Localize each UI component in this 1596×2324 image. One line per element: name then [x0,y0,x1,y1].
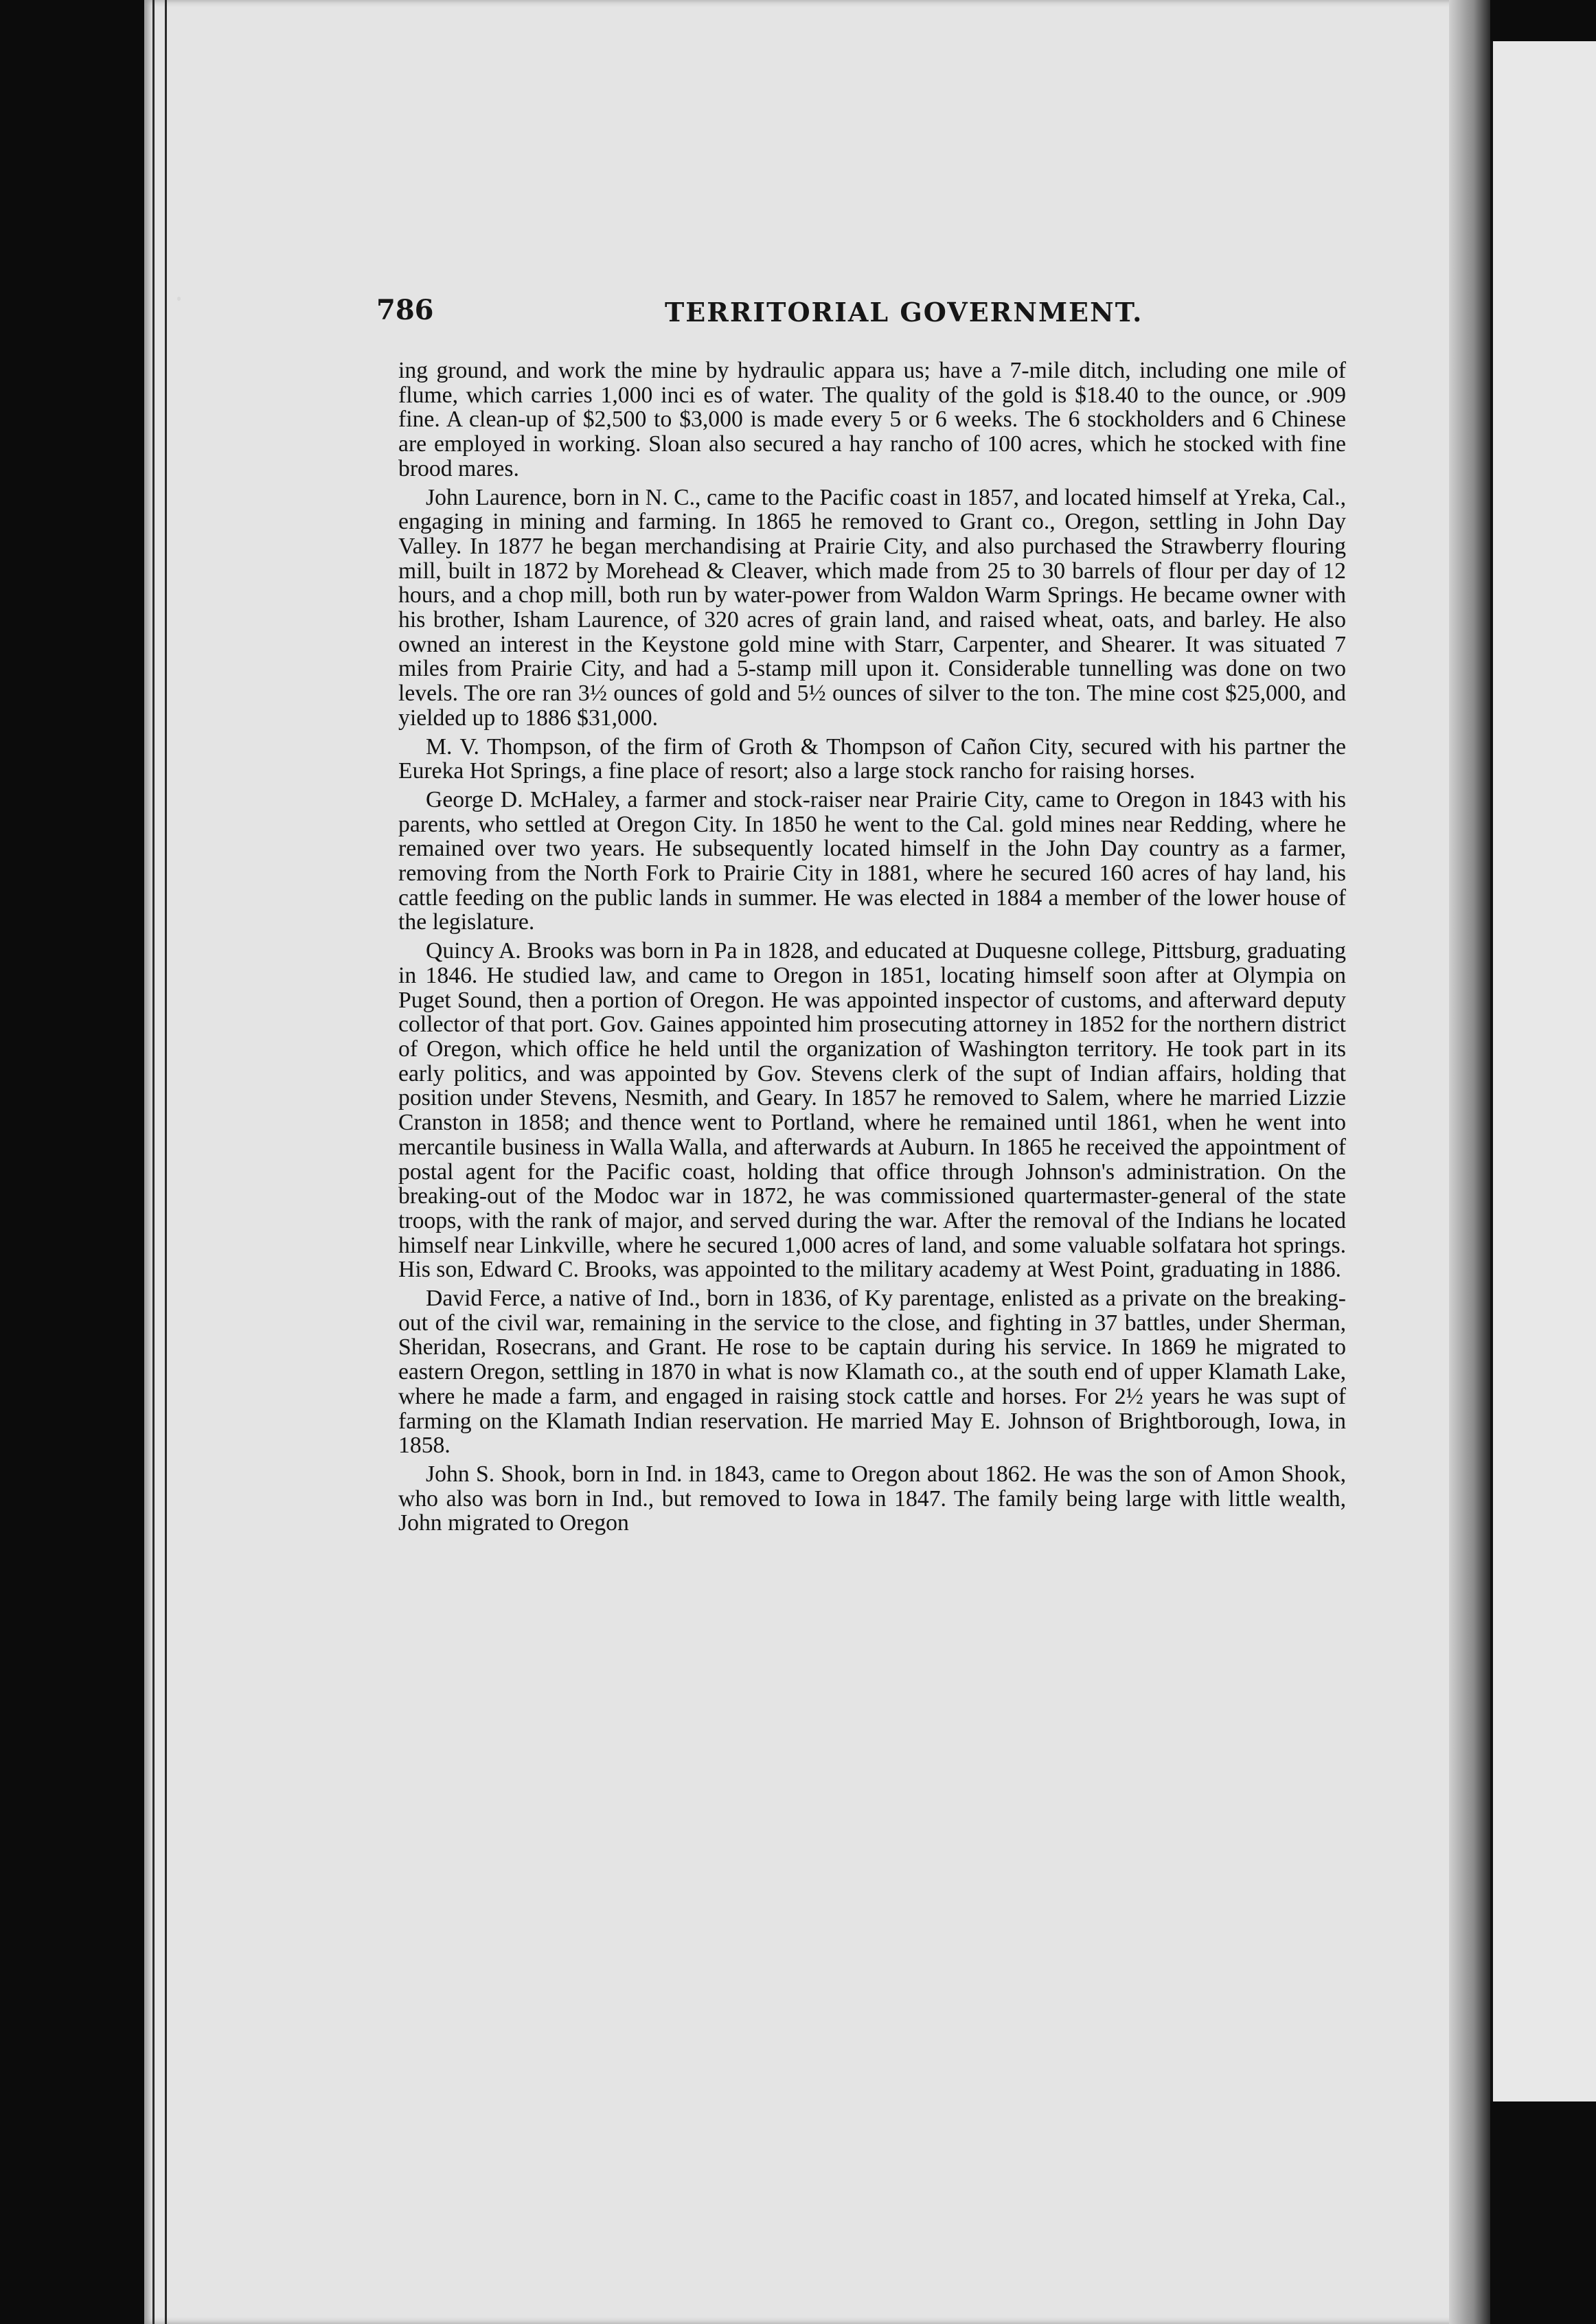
paragraph: Quincy A. Brooks was born in Pa in 1828, and educated at Duquesne college, Pittsburg, graduating in 1846. He studied law, and came to Oregon in 1851, locating himself soon after at Olympia on Puget Sound, then a portion of Oregon. He was appointed inspector of customs, and afterward deputy collector of that port. Gov. Gaines appointed him prosecuting attorney in 1852 for the northern district of Oregon, which office he held until the organization of Washington territory. He took part in its early politics, and was appointed by Gov. Stevens clerk of the supt of Indian affairs, holding that position under Stevens, Nesmith, and Geary. In 1857 he removed to Salem, where he married Lizzie Cranston in 1858; and thence went to Portland, where he remained until 1861, when he went into mercantile business in Walla Walla, and afterwards at Auburn. In 1865 he received the appointment of postal agent for the Pacific coast, holding that office through Johnson's administration. On the breaking-out of the Modoc war in 1872, he was commissioned quartermaster-general of the state troops, with the rank of major, and served during the war. After the removal of the Indians he located himself near Linkville, where he secured 1,000 acres of land, and some valuable solfatara hot springs. His son, Edward C. Brooks, was appointed to the military academy at West Point, graduating in 1886. [398,938,1346,1283]
adjacent-page [1490,41,1596,2101]
paragraph: David Ferce, a native of Ind., born in 1836, of Ky parentage, enlisted as a private on the breaking-out of the civil war, remaining in the service to the close, and fighting in 37 battles, under Sherman, Sheridan, Rosecrans, and Grant. He rose to be captain during his service. In 1869 he migrated to eastern Oregon, settling in 1870 in what is now Klamath co., at the south end of upper Klamath Lake, where he made a farm, and engaged in raising stock cattle and horses. For 2½ years he was supt of farming on the Klamath Indian reservation. He married May E. Johnson of Brightborough, Iowa, in 1858. [398,1286,1346,1459]
page-gutter [1449,0,1490,2324]
running-head: TERRITORIAL GOVERNMENT. [665,297,1143,328]
paragraph: John Laurence, born in N. C., came to the Pacific coast in 1857, and located himself at Yreka, Cal., engaging in mining and farming. In 1865 he removed to Grant co., Oregon, settling in John Day Valley. In 1877 he began merchandising at Prairie City, and also purchased the Strawberry flouring mill, built in 1872 by Morehead & Cleaver, which made from 25 to 30 barrels of flour per day of 12 hours, and a chop mill, both run by water-power from Waldon Warm Springs. He became owner with his brother, Isham Laurence, of 320 acres of grain land, and raised wheat, oats, and barley. He also owned an interest in the Keystone gold mine with Starr, Carpenter, and Shearer. It was situated 7 miles from Prairie City, and had a 5-stamp mill upon it. Considerable tunnelling was done on two levels. The ore ran 3½ ounces of gold and 5½ ounces of silver to the ton. The mine cost $25,000, and yielded up to 1886 $31,000. [398,484,1346,731]
page-number: 786 [376,294,434,326]
paragraph: M. V. Thompson, of the firm of Groth & Thompson of Cañon City, secured with his partner the Eureka Hot Springs, a fine place of resort; also a large stock rancho for raising horses. [398,733,1346,784]
page-edge-line [165,0,167,2324]
paragraph: George D. McHaley, a farmer and stock-raiser near Prairie City, came to Oregon in 1843 with his parents, who settled at Oregon City. In 1850 he went to the Cal. gold mines near Redding, where he remained over two years. He subsequently located himself in the John Day country as a farmer, removing from the North Fork to Prairie City in 1881, where he secured 160 acres of hay land, his cattle feeding on the public lands in summer. He was elected in 1884 a member of the lower house of the legislature. [398,786,1346,935]
paragraph: John S. Shook, born in Ind. in 1843, came to Oregon about 1862. He was the son of Amon Shook, who also was born in Ind., but removed to Iowa in 1847. The family being large with little wealth, John migrated to Oregon [398,1461,1346,1536]
scan-speck [177,297,181,301]
paragraph: ing ground, and work the mine by hydraulic appara us; have a 7-mile ditch, including one mile of flume, which carries 1,000 inci es of water. The quality of the gold is $18.40 to the ounce, or .909 fine. A clean-up of $2,500 to $3,000 is made every 5 or 6 weeks. The 6 stockholders and 6 Chinese are employed in working. Sloan also secured a hay rancho of 100 acres, which he stocked with fine brood mares. [398,358,1346,481]
body-text [398,358,1346,1540]
page-edge-line [152,0,155,2324]
